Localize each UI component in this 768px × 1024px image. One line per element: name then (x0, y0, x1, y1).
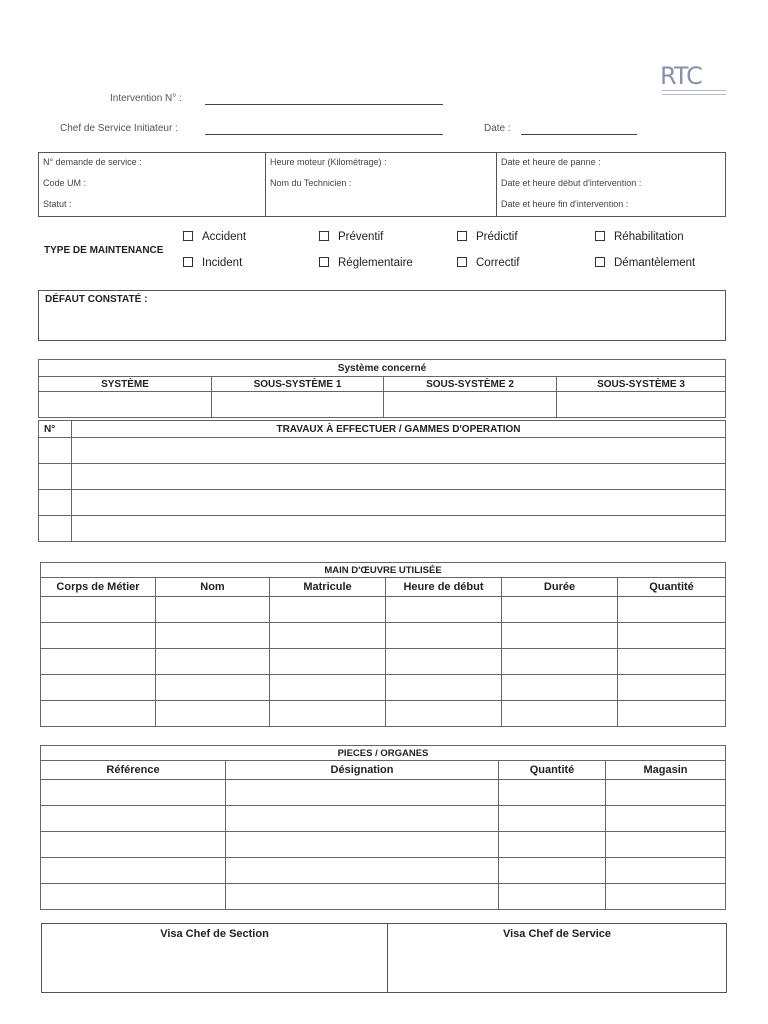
info-technicien[interactable]: Nom du Technicien : (266, 174, 497, 195)
checkbox-accident[interactable]: Accident (183, 231, 246, 243)
col-sous-systeme-1: SOUS-SYSTÈME 1 (212, 377, 384, 392)
maintenance-label: TYPE DE MAINTENANCE (44, 245, 164, 256)
table-row (41, 780, 726, 806)
systeme-table (38, 359, 726, 418)
pieces-table (40, 745, 726, 910)
checkbox-icon (457, 257, 467, 267)
table-row-num[interactable] (39, 490, 72, 516)
info-date-debut[interactable]: Date et heure début d'intervention : (497, 174, 726, 195)
col-quantite: Quantité (618, 578, 726, 597)
col-corps-metier: Corps de Métier (41, 578, 156, 597)
col-systeme: SYSTÈME (39, 377, 212, 392)
logo-text: RTC (660, 62, 702, 90)
checkbox-icon (319, 257, 329, 267)
table-row-travaux[interactable] (72, 438, 726, 464)
chef-service-label: Chef de Service Initiateur : (60, 123, 178, 134)
systeme-title: Système concerné (39, 360, 726, 377)
table-row (41, 701, 726, 727)
checkbox-icon (183, 231, 193, 241)
table-row (41, 597, 726, 623)
checkbox-icon (595, 231, 605, 241)
checkbox-icon (457, 231, 467, 241)
info-date-panne[interactable]: Date et heure de panne : (497, 153, 726, 175)
table-row-travaux[interactable] (72, 516, 726, 542)
main-oeuvre-title: MAIN D'ŒUVRE UTILISÉE (41, 563, 726, 578)
intervention-label: Intervention N° : (110, 93, 182, 104)
info-empty (266, 195, 497, 217)
checkbox-icon (183, 257, 193, 267)
col-duree: Durée (502, 578, 618, 597)
checkbox-incident[interactable]: Incident (183, 257, 242, 269)
info-demande[interactable]: N° demande de service : (43, 157, 142, 167)
col-matricule: Matricule (270, 578, 386, 597)
col-nom: Nom (156, 578, 270, 597)
table-row (41, 806, 726, 832)
sous-systeme-1-cell[interactable] (212, 392, 384, 418)
visa-chef-service[interactable]: Visa Chef de Service (502, 928, 612, 940)
travaux-table (38, 420, 726, 542)
info-statut[interactable]: Statut : (43, 199, 72, 209)
visa-table (41, 923, 727, 993)
info-code-um[interactable]: Code UM : (43, 178, 87, 188)
table-row-travaux[interactable] (72, 490, 726, 516)
checkbox-demantelement[interactable]: Démantèlement (595, 257, 695, 269)
intervention-field[interactable] (205, 104, 443, 105)
date-field[interactable] (521, 134, 637, 135)
col-reference: Référence (41, 761, 226, 780)
table-row (41, 649, 726, 675)
logo-decoration (662, 90, 726, 95)
sous-systeme-3-cell[interactable] (557, 392, 726, 418)
col-magasin: Magasin (606, 761, 726, 780)
col-quantite: Quantité (499, 761, 606, 780)
col-heure-debut: Heure de début (386, 578, 502, 597)
systeme-cell[interactable] (39, 392, 212, 418)
date-label: Date : (484, 123, 511, 134)
table-row (41, 832, 726, 858)
col-sous-systeme-3: SOUS-SYSTÈME 3 (557, 377, 726, 392)
checkbox-icon (319, 231, 329, 241)
chef-service-field[interactable] (205, 134, 443, 135)
table-row (41, 858, 726, 884)
col-designation: Désignation (226, 761, 499, 780)
table-row (41, 623, 726, 649)
col-num: N° (39, 421, 72, 438)
sous-systeme-2-cell[interactable] (384, 392, 557, 418)
pieces-title: PIECES / ORGANES (41, 746, 726, 761)
checkbox-reglementaire[interactable]: Réglementaire (319, 257, 413, 269)
info-date-fin[interactable]: Date et heure fin d'intervention : (497, 195, 726, 217)
checkbox-rehabilitation[interactable]: Réhabilitation (595, 231, 684, 243)
table-row-num[interactable] (39, 516, 72, 542)
defaut-box[interactable] (38, 290, 726, 341)
table-row-travaux[interactable] (72, 464, 726, 490)
col-sous-systeme-2: SOUS-SYSTÈME 2 (384, 377, 557, 392)
table-row-num[interactable] (39, 438, 72, 464)
defaut-label: DÉFAUT CONSTATÉ : (45, 294, 148, 305)
checkbox-correctif[interactable]: Correctif (457, 257, 519, 269)
checkbox-icon (595, 257, 605, 267)
visa-chef-section[interactable]: Visa Chef de Section (42, 924, 388, 993)
main-oeuvre-table (40, 562, 726, 727)
checkbox-predictif[interactable]: Prédictif (457, 231, 518, 243)
info-heure-moteur[interactable]: Heure moteur (Kilométrage) : (266, 153, 497, 175)
checkbox-preventif[interactable]: Préventif (319, 231, 383, 243)
table-row (41, 884, 726, 910)
col-travaux: TRAVAUX À EFFECTUER / GAMMES D'OPERATION (72, 421, 726, 438)
table-row-num[interactable] (39, 464, 72, 490)
table-row (41, 675, 726, 701)
company-logo (658, 62, 728, 106)
info-table (38, 152, 726, 217)
